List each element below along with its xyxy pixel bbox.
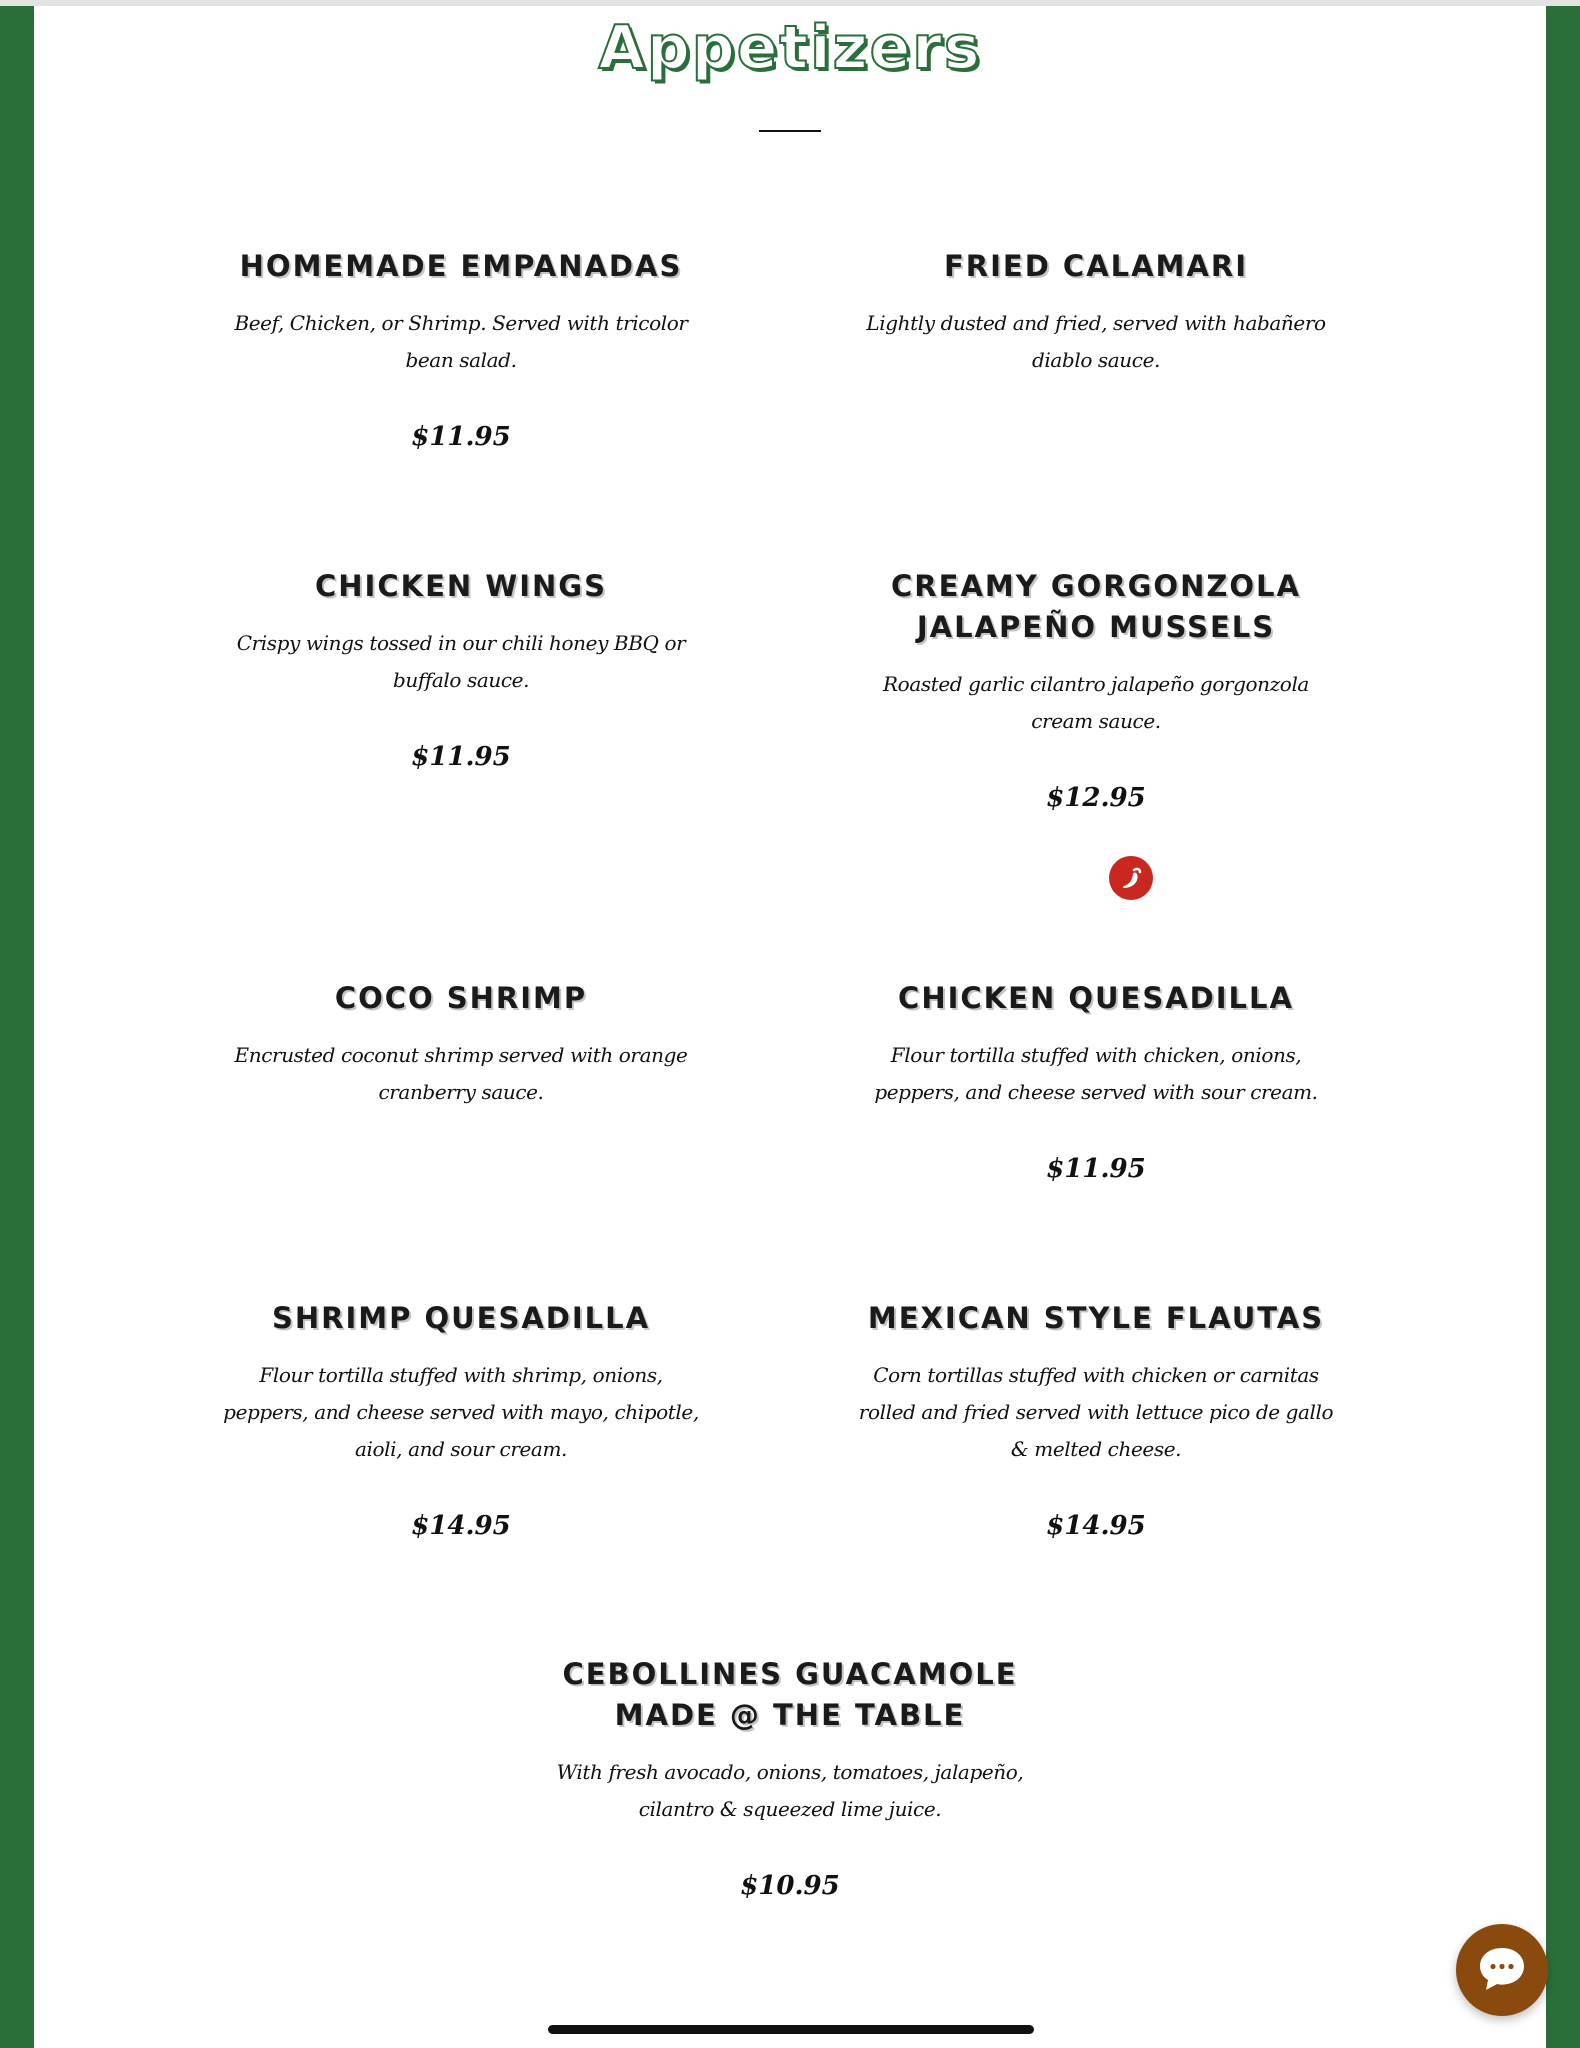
item-price: $14.95 (1046, 1511, 1146, 1541)
chat-button[interactable] (1456, 1924, 1548, 2016)
item-description: Lightly dusted and fried, served with habañero diablo sauce. (866, 311, 1326, 372)
menu-item (856, 566, 1336, 816)
menu-item (221, 566, 701, 775)
item-description: Roasted garlic cilantro jalapeño gorgonzola cream sauce. (883, 672, 1309, 733)
item-price: $11.95 (1046, 1154, 1146, 1184)
item-price: $10.95 (740, 1871, 840, 1901)
item-description: With fresh avocado, onions, tomatoes, jalapeño, cilantro & squeezed lime juice. (556, 1760, 1024, 1821)
menu-item (856, 978, 1336, 1187)
item-name: CHICKEN QUESADILLA (898, 981, 1294, 1015)
chat-bubble-icon (1456, 1924, 1548, 2016)
menu-page (34, 6, 1546, 2048)
home-indicator[interactable] (548, 2025, 1034, 2034)
item-description: Corn tortillas stuffed with chicken or carnitas rolled and fried served with lettuce pico de gallo & melted cheese. (858, 1363, 1334, 1461)
menu-item (856, 1298, 1336, 1544)
item-price: $11.95 (411, 422, 511, 452)
item-description: Flour tortilla stuffed with chicken, onions, peppers, and cheese served with sour cream. (874, 1043, 1318, 1104)
menu-item (221, 1298, 701, 1544)
item-name: FRIED CALAMARI (944, 249, 1248, 283)
menu-item (856, 246, 1336, 379)
item-name: HOMEMADE EMPANADAS (239, 249, 683, 283)
left-green-border (0, 6, 34, 2048)
item-price: $12.95 (1046, 783, 1146, 813)
item-name: CHICKEN WINGS (314, 569, 607, 603)
menu-item (550, 1654, 1030, 1904)
item-price: $11.95 (411, 742, 511, 772)
title-divider (759, 130, 821, 132)
item-description: Encrusted coconut shrimp served with orange cranberry sauce. (234, 1043, 688, 1104)
item-name: MEXICAN STYLE FLAUTAS (867, 1301, 1325, 1335)
item-name: CEBOLLINES GUACAMOLE MADE @ THE TABLE (562, 1657, 1018, 1732)
item-description: Crispy wings tossed in our chili honey BBQ or buffalo sauce. (236, 631, 686, 692)
item-description: Beef, Chicken, or Shrimp. Served with tricolor bean salad. (234, 311, 688, 372)
item-description: Flour tortilla stuffed with shrimp, onions, peppers, and cheese served with mayo, chipotle, aioli, and sour cream. (223, 1363, 699, 1461)
item-name: SHRIMP QUESADILLA (271, 1301, 651, 1335)
item-name: COCO SHRIMP (334, 981, 588, 1015)
section-title: Appetizers (598, 13, 982, 83)
spicy-pepper-icon (1109, 856, 1153, 900)
menu-item (221, 978, 701, 1111)
item-price: $14.95 (411, 1511, 511, 1541)
right-green-border (1546, 6, 1580, 2048)
item-name: CREAMY GORGONZOLA JALAPEÑO MUSSELS (891, 569, 1301, 644)
menu-item (221, 246, 701, 455)
